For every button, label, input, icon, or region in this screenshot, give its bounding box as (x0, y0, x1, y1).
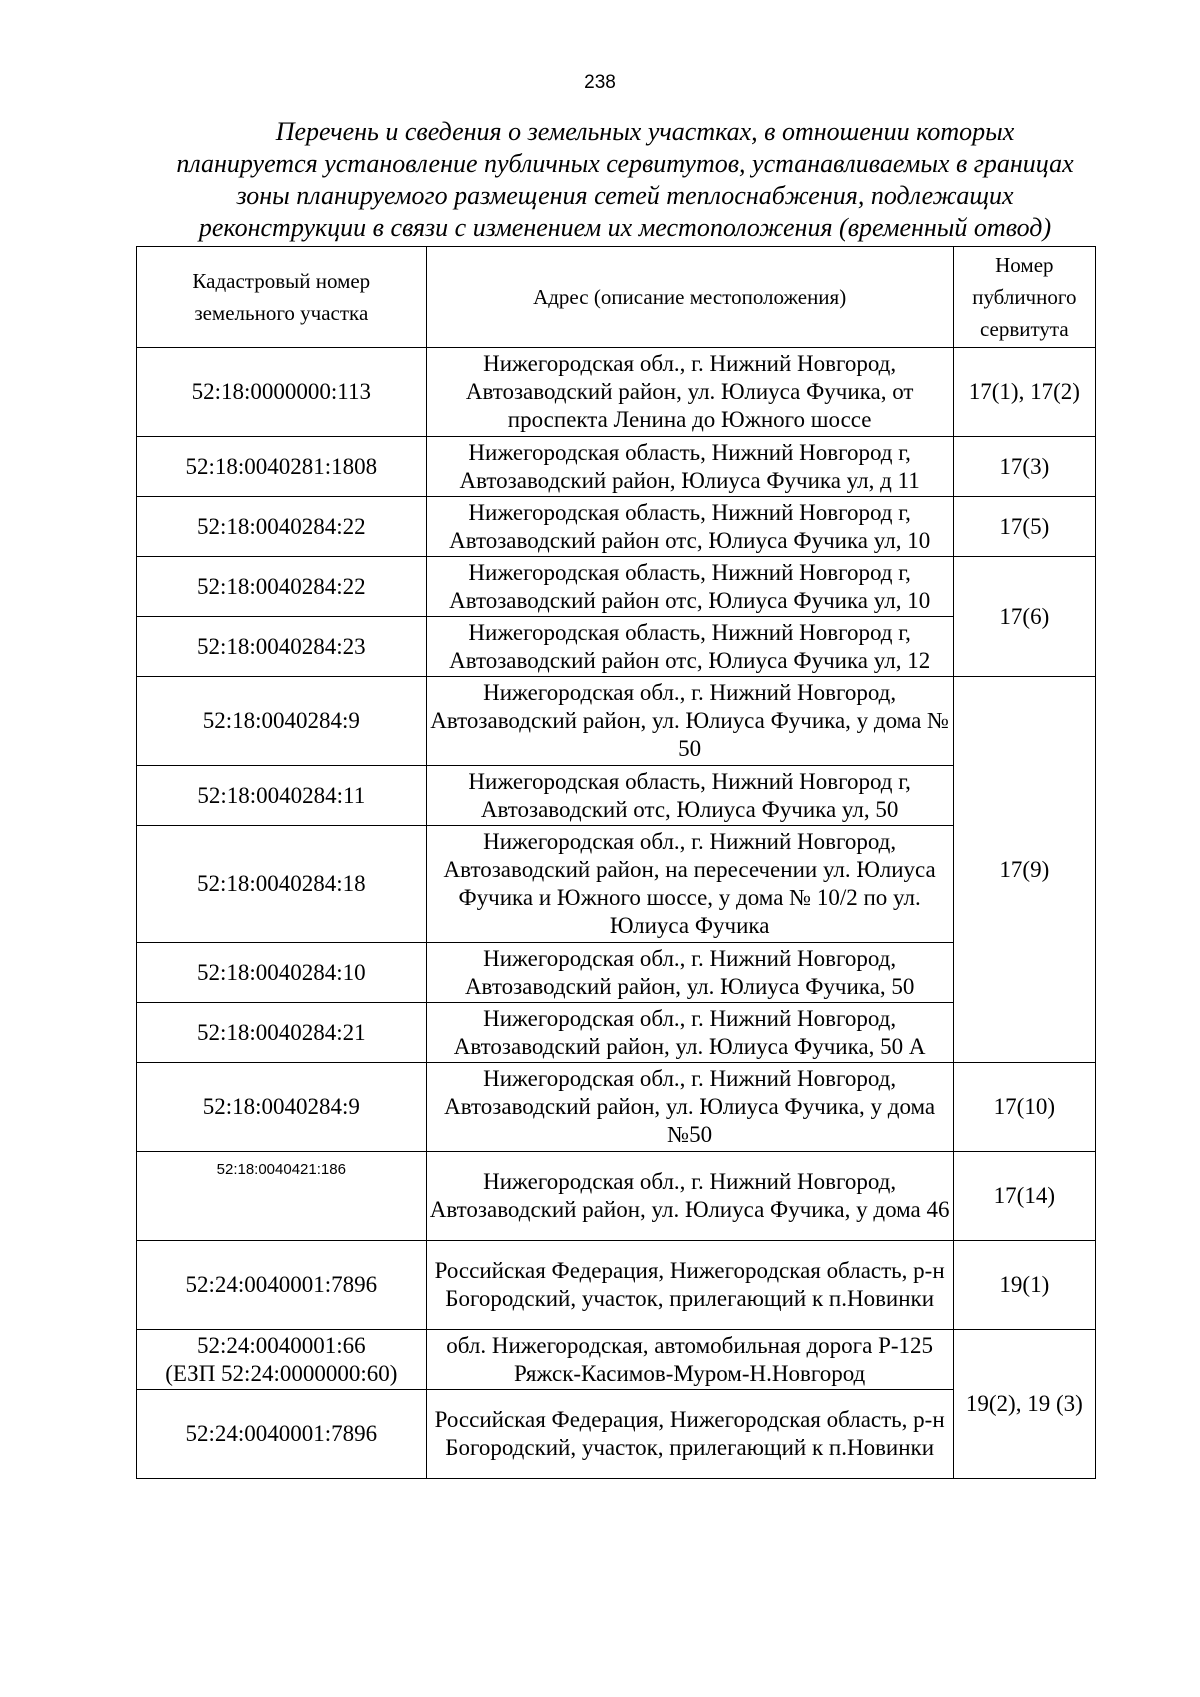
address-cell: Нижегородская область, Нижний Новгород г, Автозаводский отс, Юлиуса Фучика ул, 50 (426, 766, 953, 826)
table-row (137, 1003, 1096, 1063)
address-cell: Нижегородская обл., г. Нижний Новгород, Автозаводский район, ул. Юлиуса Фучика, 50 (426, 943, 953, 1003)
address-cell: Нижегородская обл., г. Нижний Новгород, Автозаводский район, ул. Юлиуса Фучика, от проспекта Ленина до Южного шоссе (426, 348, 953, 437)
address-cell: обл. Нижегородская, автомобильная дорога Р-125 Ряжск-Касимов-Муром-Н.Новгород (426, 1330, 953, 1390)
table-row (137, 1063, 1096, 1152)
table-header-row (137, 247, 1096, 348)
cadastral-cell: 52:18:0040284:18 (137, 826, 427, 943)
page-number: 238 (584, 72, 616, 93)
servitude-cell: 17(10) (953, 1063, 1095, 1152)
address-cell: Нижегородская область, Нижний Новгород г, Автозаводский район, Юлиуса Фучика ул, д 11 (426, 437, 953, 497)
table-row (137, 1152, 1096, 1241)
cadastral-cell: 52:18:0000000:113 (137, 348, 427, 437)
address-cell: Нижегородская обл., г. Нижний Новгород, Автозаводский район, на пересечении ул. Юлиуса Фучика и Южного шоссе, у дома № 10/2 по ул. Юлиуса Фучика (426, 826, 953, 943)
servitude-cell: 17(14) (953, 1152, 1095, 1241)
cadastral-number: 52:24:0040001:66 (196, 1332, 366, 1358)
table-row (137, 617, 1096, 677)
cadastral-cell: 52:18:0040281:1808 (137, 437, 427, 497)
cadastral-cell (137, 1330, 427, 1390)
cadastral-note: (ЕЗП 52:24:0000000:60) (165, 1360, 398, 1386)
servitude-cell: 19(1) (953, 1241, 1095, 1330)
address-cell: Нижегородская обл., г. Нижний Новгород, Автозаводский район, ул. Юлиуса Фучика, у дома №50 (426, 1063, 953, 1152)
cadastral-cell: 52:18:0040421:186 (137, 1152, 427, 1241)
title-line: Перечень и сведения о земельных участках, в отношении которых (275, 117, 1015, 146)
document-title (120, 116, 1130, 244)
table-row (137, 497, 1096, 557)
title-line: планируется установление публичных сервитутов, устанавливаемых в границах (176, 149, 1074, 178)
title-line: зоны планируемого размещения сетей теплоснабжения, подлежащих (236, 181, 1014, 210)
address-cell: Нижегородская обл., г. Нижний Новгород, Автозаводский район, ул. Юлиуса Фучика, 50 А (426, 1003, 953, 1063)
servitude-cell: 19(2), 19 (3) (953, 1330, 1095, 1479)
table-row (137, 766, 1096, 826)
header-address: Адрес (описание местоположения) (426, 247, 953, 348)
land-plots-table (136, 246, 1096, 1479)
cadastral-cell: 52:18:0040284:22 (137, 557, 427, 617)
cadastral-cell: 52:18:0040284:22 (137, 497, 427, 557)
address-cell: Нижегородская обл., г. Нижний Новгород, Автозаводский район, ул. Юлиуса Фучика, у дома № 50 (426, 677, 953, 766)
table-row (137, 677, 1096, 766)
cadastral-cell: 52:18:0040284:10 (137, 943, 427, 1003)
address-cell: Нижегородская обл., г. Нижний Новгород, Автозаводский район, ул. Юлиуса Фучика, у дома 46 (426, 1152, 953, 1241)
table-row (137, 348, 1096, 437)
servitude-cell: 17(1), 17(2) (953, 348, 1095, 437)
cadastral-cell: 52:24:0040001:7896 (137, 1390, 427, 1479)
servitude-cell: 17(3) (953, 437, 1095, 497)
header-cadastral: Кадастровый номер земельного участка (137, 247, 427, 348)
cadastral-cell: 52:18:0040284:9 (137, 677, 427, 766)
servitude-cell: 17(9) (953, 677, 1095, 1063)
table-row (137, 826, 1096, 943)
cadastral-cell: 52:18:0040284:9 (137, 1063, 427, 1152)
address-cell: Российская Федерация, Нижегородская область, р-н Богородский, участок, прилегающий к п.Новинки (426, 1241, 953, 1330)
address-cell: Нижегородская область, Нижний Новгород г, Автозаводский район отс, Юлиуса Фучика ул, 12 (426, 617, 953, 677)
table-row (137, 437, 1096, 497)
table-row (137, 1330, 1096, 1390)
table-row (137, 1390, 1096, 1479)
table-row (137, 1241, 1096, 1330)
servitude-cell: 17(6) (953, 557, 1095, 677)
address-cell: Нижегородская область, Нижний Новгород г, Автозаводский район отс, Юлиуса Фучика ул, 10 (426, 557, 953, 617)
cadastral-cell: 52:18:0040284:23 (137, 617, 427, 677)
title-line: реконструкции в связи с изменением их местоположения (временный отвод) (198, 213, 1052, 242)
table-row (137, 557, 1096, 617)
cadastral-cell: 52:18:0040284:21 (137, 1003, 427, 1063)
cadastral-cell: 52:18:0040284:11 (137, 766, 427, 826)
servitude-cell: 17(5) (953, 497, 1095, 557)
table-row (137, 943, 1096, 1003)
address-cell: Российская Федерация, Нижегородская область, р-н Богородский, участок, прилегающий к п.Новинки (426, 1390, 953, 1479)
header-servitude: Номер публичного сервитута (953, 247, 1095, 348)
cadastral-cell: 52:24:0040001:7896 (137, 1241, 427, 1330)
address-cell: Нижегородская область, Нижний Новгород г, Автозаводский район отс, Юлиуса Фучика ул, 10 (426, 497, 953, 557)
